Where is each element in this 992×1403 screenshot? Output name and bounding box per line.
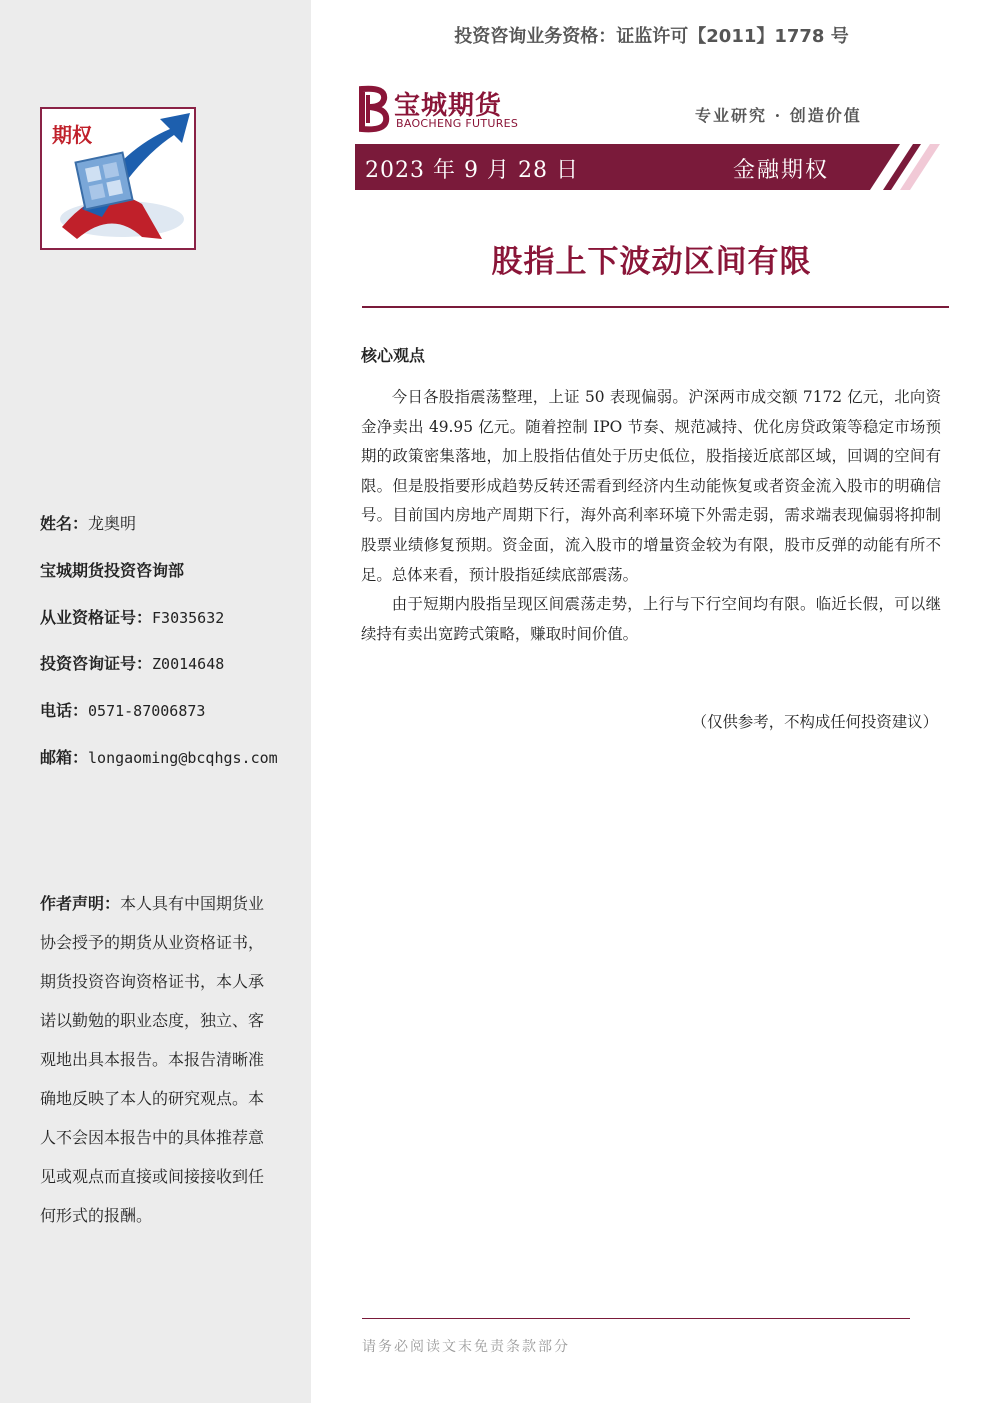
paragraph: 由于短期内股指呈现区间震荡走势，上行与下行空间均有限。临近长假，可以继续持有卖出宽跨式策略，赚取时间价值。 [361, 595, 941, 643]
article-body [361, 383, 941, 649]
logo-mark-icon [356, 85, 392, 133]
cert1-row [40, 605, 224, 628]
options-cover-image [40, 107, 196, 250]
report-date: 2023 年 9 月 28 日 [365, 158, 579, 183]
phone-label: 电话： [40, 701, 89, 720]
date-banner [355, 144, 940, 190]
license-line: 投资咨询业务资格：证监许可【2011】1778 号 [454, 26, 849, 47]
report-category: 金融期权 [733, 158, 830, 183]
phone-value: 0571-87006873 [88, 702, 206, 720]
company-logo [356, 85, 526, 133]
slogan: 专业研究 · 创造价值 [695, 106, 862, 125]
cert2-value: Z0014648 [152, 655, 225, 673]
logo-text-cn: 宝城期货 [394, 91, 503, 121]
author-declaration [40, 884, 272, 1235]
department-row [40, 558, 184, 581]
email-label: 邮箱： [40, 748, 89, 767]
email-link[interactable]: longaoming@bcqhgs.com [88, 749, 278, 767]
section-heading: 核心观点 [361, 346, 426, 365]
cert2-label: 投资咨询证号： [40, 654, 153, 673]
disclaimer: （仅供参考，不构成任何投资建议） [691, 713, 938, 731]
logo-text-en: BAOCHENG FUTURES [396, 117, 519, 130]
name-value: 龙奥明 [88, 514, 137, 533]
phone-row [40, 698, 205, 721]
declaration-label: 作者声明： [40, 894, 121, 913]
cert1-label: 从业资格证号： [40, 608, 153, 627]
paragraph: 今日各股指震荡整理，上证 50 表现偏弱。沪深两市成交额 7172 亿元，北向资金净卖出 49.95 亿元。随着控制 IPO 节奏、规范减持、优化房贷政策等稳定市场预期的政策密集落地，加上股指估值处于历史低位，股指接近底部区域，回调的空间有限。但是股指要形成趋势反转还需看到经济内生动能恢复或者资金流入股市的明确信号。目前国内房地产周期下行，海外高利率环境下外需走弱，需求端表现偏弱将抑制股票业绩修复预期。资金面，流入股市的增量资金较为有限，股市反弹的动能有所不足。总体来看，预计股指延续底部震荡。 [361, 388, 941, 584]
email-row [40, 745, 278, 768]
declaration-text: 本人具有中国期货业协会授予的期货从业资格证书，期货投资咨询资格证书，本人承诺以勤勉的职业态度，独立、客观地出具本报告。本报告清晰准确地反映了本人的研究观点。本人不会因本报告中的具体推荐意见或观点而直接或间接接收到任何形式的报酬。 [40, 894, 265, 1225]
cert2-row [40, 651, 224, 674]
report-title: 股指上下波动区间有限 [491, 244, 812, 280]
department: 宝城期货投资咨询部 [40, 561, 185, 580]
author-name-row [40, 511, 136, 534]
title-divider [362, 306, 949, 308]
name-label: 姓名： [40, 514, 89, 533]
footer-note: 请务必阅读文末免责条款部分 [362, 1339, 570, 1355]
cert1-value: F3035632 [152, 609, 225, 627]
author-sidebar [0, 0, 311, 1403]
cover-tag: 期权 [52, 123, 92, 147]
footer-divider [362, 1318, 910, 1319]
